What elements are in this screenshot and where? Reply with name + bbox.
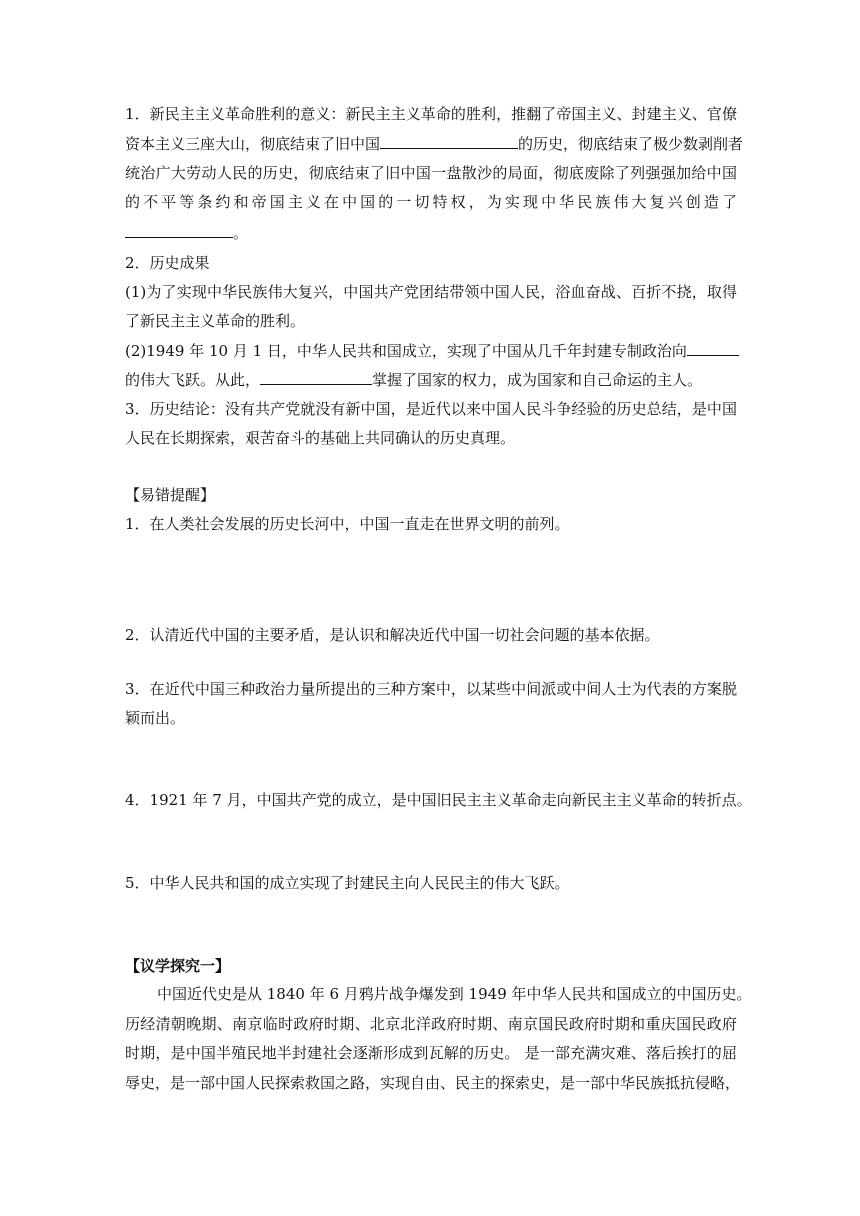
point-2-2-line-2 [125,369,737,391]
reminder-item-1: 1．在人类社会发展的历史长河中，中国一直走在世界文明的前列。 [125,515,570,533]
point-2-1-line-2: 了新民主主义革命的胜利。 [125,312,306,330]
point-1-line-3: 统治广大劳动人民的历史，彻底结束了旧中国一盘散沙的局面，彻底废除了列强强加给中国 [125,164,737,182]
point-1-line-2 [125,133,744,155]
inquiry-paragraph-line-1: 中国近代史是从 1840 年 6 月鸦片战争爆发到 1949 年中华人民共和国成立的中国历史。 [157,985,752,1003]
point-1-line-2-text-a: 资本主义三座大山，彻底结束了旧中国 [125,135,381,153]
inquiry-paragraph-line-4: 辱史，是一部中国人民探索救国之路，实现自由、民主的探索史，是一部中华民族抵抗侵略， [125,1074,741,1092]
point-2-1-line-1: (1)为了实现中华民族伟大复兴，中国共产党团结带领中国人民，浴血奋战、百折不挠，取得 [125,283,737,301]
point-2-2-line-1-text: (2)1949 年 10 月 1 日，中华人民共和国成立，实现了中国从几千年封建专制政治向 [125,342,687,360]
inquiry-paragraph-line-3: 时期，是中国半殖民地半封建社会逐渐形成到瓦解的历史。 是一部充满灾难、落后挨打的屈 [125,1044,737,1062]
point-2-2-line-1 [125,340,737,362]
reminder-item-3-line-2: 颖而出。 [125,709,186,727]
point-2-2-line-2-text-b: 掌握了国家的权力，成为国家和自己命运的主人。 [372,371,703,389]
point-1-line-4: 的不平等条约和帝国主义在中国的一切特权，为实现中华民族伟大复兴创造了 [125,193,737,211]
inquiry-paragraph-line-2: 历经清朝晚期、南京临时政府时期、北京北洋政府时期、南京国民政府时期和重庆国民政府 [125,1015,737,1033]
reminder-item-4: 4．1921 年 7 月，中国共产党的成立，是中国旧民主主义革命走向新民主主义革命的转折点。 [125,791,752,809]
point-1-line-5-text: 。 [233,224,249,242]
point-3-line-2: 人民在长期探索，艰苦奋斗的基础上共同确认的历史真理。 [125,429,516,447]
point-1-line-5 [125,222,737,244]
fill-in-blank-4[interactable] [260,370,372,385]
point-2-title: 2．历史成果 [125,254,210,272]
fill-in-blank-1[interactable] [380,134,518,149]
reminder-item-3-line-1: 3．在近代中国三种政治力量所提出的三种方案中，以某些中间派或中间人士为代表的方案脱 [125,680,737,698]
fill-in-blank-2[interactable] [125,223,233,238]
reminder-item-2: 2．认清近代中国的主要矛盾，是认识和解决近代中国一切社会问题的基本依据。 [125,626,660,644]
reminder-item-5: 5．中华人民共和国的成立实现了封建民主向人民民主的伟大飞跃。 [125,874,570,892]
reminders-heading: 【易错提醒】 [125,486,216,504]
inquiry-heading: 【议学探究一】 [125,957,231,975]
point-1-line-2-text-b: 的历史，彻底结束了极少数剥削者 [518,135,744,153]
point-3-line-1: 3．历史结论：没有共产党就没有新中国，是近代以来中国人民斗争经验的历史总结，是中国 [125,400,737,418]
point-1-line-1: 1．新民主主义革命胜利的意义：新民主主义革命的胜利，推翻了帝国主义、封建主义、官僚 [125,105,737,123]
fill-in-blank-3[interactable] [687,341,739,356]
point-2-2-line-2-text-a: 的伟大飞跃。从此， [125,371,261,389]
